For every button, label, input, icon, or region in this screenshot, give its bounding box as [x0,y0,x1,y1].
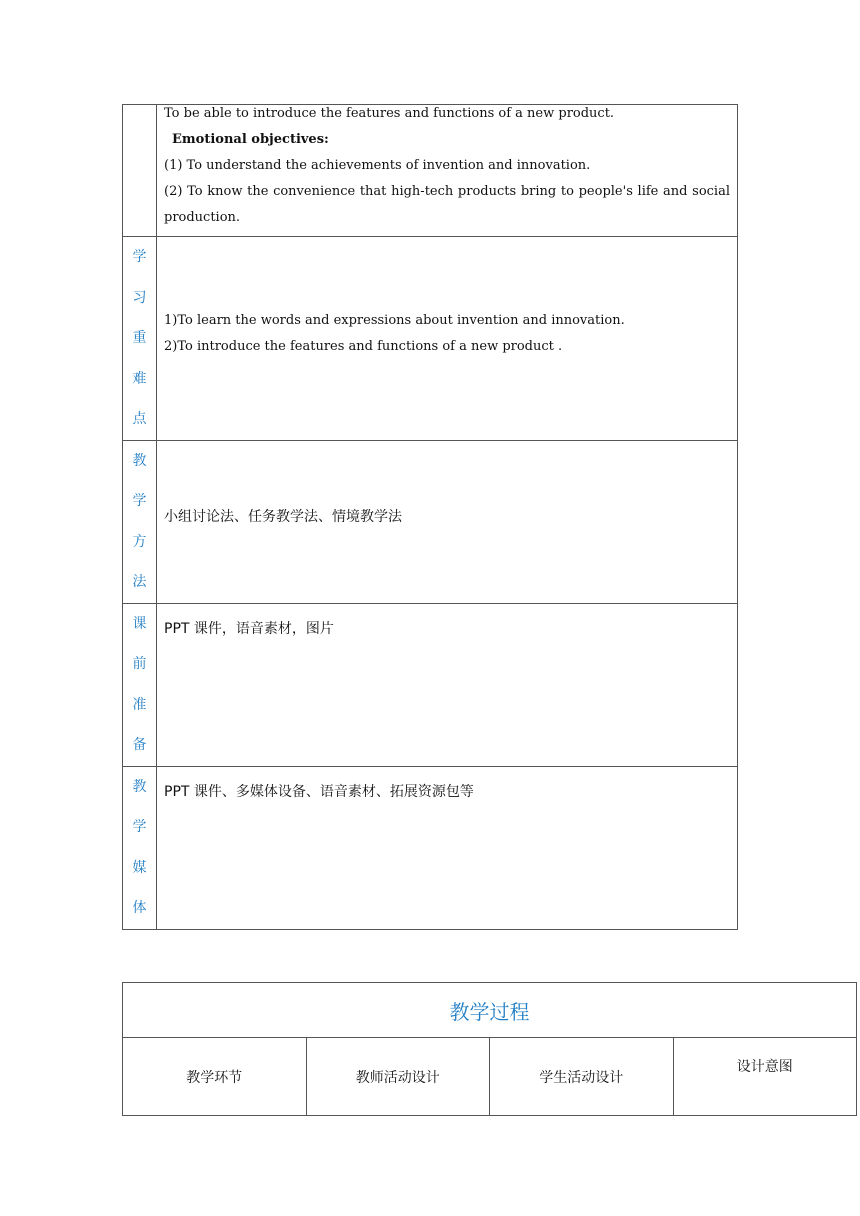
label-char: 备 [132,737,147,753]
label-char: 教 [132,778,147,795]
label-char: 方 [132,533,147,550]
header-student-activity: 学生活动设计 [490,1038,674,1116]
header-design-intent: 设计意图 [673,1038,857,1116]
label-char: 学 [132,493,147,509]
objective-line: (1) To understand the achievements of invention and innovation. [164,158,591,173]
methods-cell [157,440,738,603]
label-char: 教 [132,452,147,469]
methods-label [123,440,157,603]
key-points-label [123,237,157,441]
preparation-text: PPT 课件，语音素材，图片 [164,620,334,637]
methods-text: 小组讨论法、任务教学法、情境教学法 [164,508,402,525]
label-char: 法 [132,574,147,590]
process-title: 教学过程 [123,983,857,1038]
label-char: 准 [132,696,147,713]
media-text: PPT 课件、多媒体设备、语音素材、拓展资源包等 [164,783,474,800]
methods-row [123,440,738,603]
key-points-cell [157,237,738,441]
label-char: 媒 [132,859,147,876]
objective-line: To be able to introduce the features and functions of a new product. [164,106,615,121]
media-label [123,766,157,929]
media-cell [157,766,738,929]
preparation-label [123,603,157,766]
emotional-objectives-heading: Emotional objectives: [172,132,329,147]
objectives-cell [157,105,738,237]
preparation-cell [157,603,738,766]
key-point-line: 2)To introduce the features and functions of a new product . [164,339,563,354]
label-char: 学 [132,819,147,835]
key-points-row [123,237,738,441]
media-row [123,766,738,929]
process-table [122,982,857,1116]
label-char: 重 [132,330,147,346]
header-stage: 教学环节 [123,1038,307,1116]
lesson-plan-table [122,104,738,930]
preparation-row [123,603,738,766]
empty-label-cell [123,105,157,237]
objectives-row [123,105,738,237]
label-char: 课 [132,615,147,632]
label-char: 体 [132,900,147,916]
label-char: 前 [132,656,147,672]
key-point-line: 1)To learn the words and expressions about invention and innovation. [164,313,625,328]
label-char: 点 [132,411,147,427]
label-char: 习 [132,289,147,306]
objective-line: (2) To know the convenience that high-tech products bring to people's life and social production. [164,184,730,225]
label-char: 难 [132,370,147,387]
header-teacher-activity: 教师活动设计 [306,1038,490,1116]
label-char: 学 [132,249,147,265]
